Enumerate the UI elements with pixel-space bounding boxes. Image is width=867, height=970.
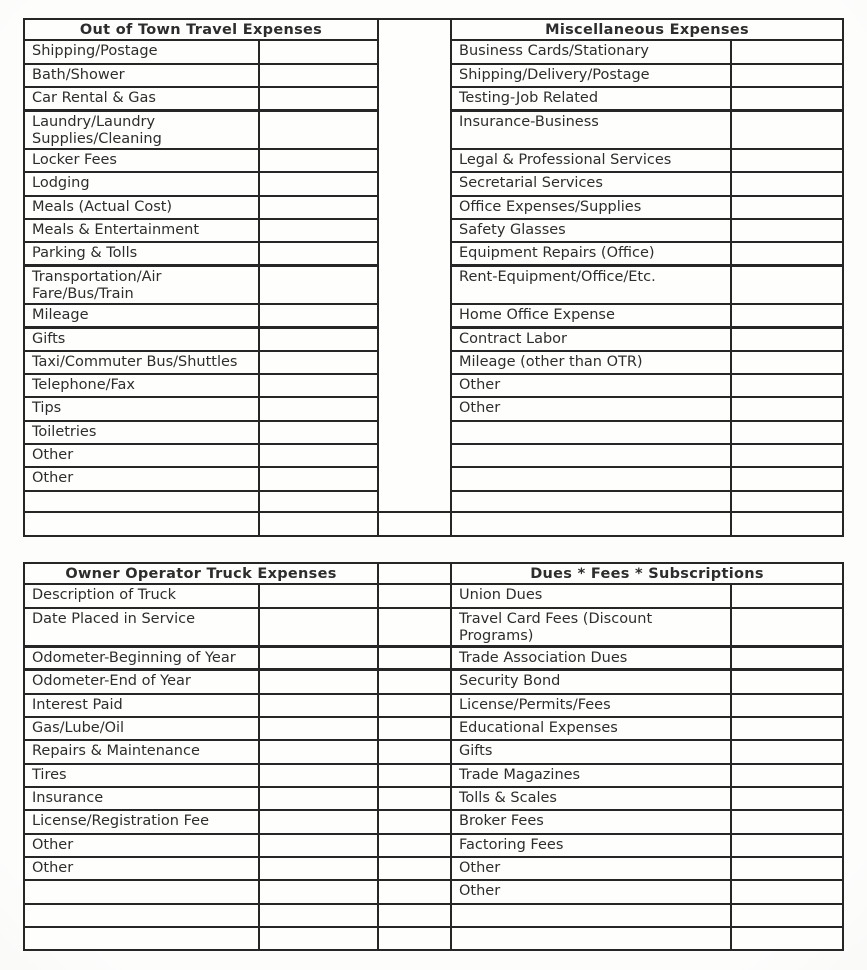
label-cell: Tips (24, 397, 259, 421)
label-cell: License/Permits/Fees (451, 694, 731, 717)
label-cell: Laundry/Laundry Supplies/Cleaning (24, 110, 259, 149)
amount-cell (259, 927, 378, 950)
label-cell: Shipping/Postage (24, 40, 259, 64)
label-cell: Insurance (24, 787, 259, 810)
header-row (24, 19, 843, 40)
label-cell: Other (451, 880, 731, 904)
amount-cell (731, 670, 843, 694)
table-header-owner-operator-truck-expenses: Owner Operator Truck Expenses (24, 563, 378, 584)
label-cell: Taxi/Commuter Bus/Shuttles (24, 351, 259, 374)
spacer-cell (378, 880, 451, 904)
amount-cell (259, 374, 378, 397)
label-cell: License/Registration Fee (24, 810, 259, 834)
spacer-cell (378, 19, 451, 512)
amount-cell (259, 764, 378, 787)
expense-row (24, 670, 843, 694)
label-cell: Car Rental & Gas (24, 87, 259, 110)
label-cell: Secretarial Services (451, 172, 731, 196)
amount-cell (259, 444, 378, 467)
label-cell: Tolls & Scales (451, 787, 731, 810)
amount-cell (731, 927, 843, 950)
amount-cell (731, 717, 843, 740)
label-cell: Factoring Fees (451, 834, 731, 857)
amount-cell (259, 740, 378, 764)
label-cell: Other (451, 374, 731, 397)
spacer-cell (378, 694, 451, 717)
amount-cell (259, 266, 378, 305)
amount-cell (731, 110, 843, 149)
amount-cell (259, 787, 378, 810)
amount-cell (259, 647, 378, 670)
amount-cell (259, 87, 378, 110)
table-header-miscellaneous-expenses: Miscellaneous Expenses (451, 19, 843, 40)
amount-cell (731, 880, 843, 904)
label-cell: Testing-Job Related (451, 87, 731, 110)
label-cell (24, 491, 259, 512)
spacer-cell (378, 787, 451, 810)
expense-row (24, 512, 843, 536)
label-cell: Safety Glasses (451, 219, 731, 242)
amount-cell (259, 608, 378, 647)
label-cell (24, 904, 259, 927)
label-cell: Gas/Lube/Oil (24, 717, 259, 740)
amount-cell (259, 110, 378, 149)
amount-cell (731, 374, 843, 397)
label-cell: Security Bond (451, 670, 731, 694)
amount-cell (731, 266, 843, 305)
expense-row (24, 880, 843, 904)
amount-cell (259, 670, 378, 694)
expense-row (24, 608, 843, 647)
amount-cell (731, 87, 843, 110)
label-cell: Other (24, 467, 259, 491)
label-cell: Other (24, 834, 259, 857)
table-travel-and-misc-expenses (23, 18, 844, 537)
amount-cell (259, 397, 378, 421)
label-cell: Trade Magazines (451, 764, 731, 787)
amount-cell (731, 40, 843, 64)
amount-cell (731, 327, 843, 351)
label-cell: Toiletries (24, 421, 259, 444)
amount-cell (731, 172, 843, 196)
spacer-cell (378, 810, 451, 834)
label-cell: Legal & Professional Services (451, 149, 731, 172)
label-cell (24, 512, 259, 536)
label-cell: Shipping/Delivery/Postage (451, 64, 731, 87)
amount-cell (731, 834, 843, 857)
amount-cell (259, 694, 378, 717)
spacer-cell (378, 608, 451, 647)
label-cell: Other (24, 857, 259, 880)
label-cell: Trade Association Dues (451, 647, 731, 670)
expense-row (24, 764, 843, 787)
amount-cell (259, 327, 378, 351)
label-cell: Tires (24, 764, 259, 787)
amount-cell (259, 584, 378, 608)
label-cell: Interest Paid (24, 694, 259, 717)
expense-row (24, 694, 843, 717)
amount-cell (731, 857, 843, 880)
label-cell: Insurance-Business (451, 110, 731, 149)
amount-cell (259, 219, 378, 242)
amount-cell (731, 397, 843, 421)
label-cell: Gifts (451, 740, 731, 764)
label-cell: Date Placed in Service (24, 608, 259, 647)
expense-row (24, 740, 843, 764)
spacer-cell (378, 563, 451, 584)
label-cell (451, 421, 731, 444)
label-cell: Business Cards/Stationary (451, 40, 731, 64)
spacer-cell (378, 764, 451, 787)
label-cell: Telephone/Fax (24, 374, 259, 397)
expense-row (24, 647, 843, 670)
amount-cell (259, 834, 378, 857)
amount-cell (731, 64, 843, 87)
label-cell (451, 904, 731, 927)
amount-cell (259, 857, 378, 880)
label-cell: Contract Labor (451, 327, 731, 351)
amount-cell (731, 196, 843, 219)
label-cell: Meals & Entertainment (24, 219, 259, 242)
amount-cell (731, 304, 843, 327)
table-header-dues-fees-subscriptions: Dues * Fees * Subscriptions (451, 563, 843, 584)
amount-cell (731, 351, 843, 374)
label-cell: Rent-Equipment/Office/Etc. (451, 266, 731, 305)
amount-cell (731, 467, 843, 491)
expense-row (24, 584, 843, 608)
spacer-cell (378, 647, 451, 670)
label-cell (24, 927, 259, 950)
amount-cell (259, 491, 378, 512)
spacer-cell (378, 834, 451, 857)
amount-cell (731, 787, 843, 810)
expense-row (24, 927, 843, 950)
amount-cell (731, 444, 843, 467)
label-cell (451, 444, 731, 467)
label-cell: Gifts (24, 327, 259, 351)
expense-row (24, 717, 843, 740)
expense-row (24, 787, 843, 810)
amount-cell (731, 647, 843, 670)
label-cell: Mileage (24, 304, 259, 327)
label-cell: Mileage (other than OTR) (451, 351, 731, 374)
amount-cell (259, 467, 378, 491)
amount-cell (259, 64, 378, 87)
label-cell (451, 927, 731, 950)
label-cell: Transportation/Air Fare/Bus/Train (24, 266, 259, 305)
amount-cell (259, 512, 378, 536)
expense-row (24, 810, 843, 834)
amount-cell (731, 149, 843, 172)
amount-cell (731, 219, 843, 242)
label-cell: Odometer-Beginning of Year (24, 647, 259, 670)
amount-cell (731, 584, 843, 608)
table-truck-and-dues-expenses (23, 562, 844, 951)
header-row (24, 563, 843, 584)
amount-cell (259, 242, 378, 266)
amount-cell (259, 810, 378, 834)
label-cell: Union Dues (451, 584, 731, 608)
amount-cell (731, 512, 843, 536)
label-cell: Equipment Repairs (Office) (451, 242, 731, 266)
amount-cell (259, 880, 378, 904)
label-cell: Educational Expenses (451, 717, 731, 740)
label-cell: Lodging (24, 172, 259, 196)
amount-cell (259, 149, 378, 172)
amount-cell (259, 40, 378, 64)
label-cell (24, 880, 259, 904)
amount-cell (731, 491, 843, 512)
amount-cell (259, 717, 378, 740)
amount-cell (259, 421, 378, 444)
amount-cell (259, 351, 378, 374)
expense-row (24, 857, 843, 880)
label-cell (451, 467, 731, 491)
amount-cell (731, 904, 843, 927)
label-cell: Locker Fees (24, 149, 259, 172)
label-cell: Travel Card Fees (Discount Programs) (451, 608, 731, 647)
label-cell: Odometer-End of Year (24, 670, 259, 694)
amount-cell (259, 904, 378, 927)
label-cell (451, 491, 731, 512)
amount-cell (731, 694, 843, 717)
amount-cell (731, 740, 843, 764)
spacer-cell (378, 904, 451, 927)
label-cell: Bath/Shower (24, 64, 259, 87)
label-cell: Parking & Tolls (24, 242, 259, 266)
label-cell: Description of Truck (24, 584, 259, 608)
label-cell: Other (24, 444, 259, 467)
label-cell (451, 512, 731, 536)
spacer-cell (378, 670, 451, 694)
spacer-cell (378, 927, 451, 950)
label-cell: Meals (Actual Cost) (24, 196, 259, 219)
amount-cell (259, 172, 378, 196)
amount-cell (259, 304, 378, 327)
amount-cell (731, 421, 843, 444)
spacer-cell (378, 512, 451, 536)
spacer-cell (378, 717, 451, 740)
label-cell: Other (451, 857, 731, 880)
label-cell: Broker Fees (451, 810, 731, 834)
spacer-cell (378, 584, 451, 608)
label-cell: Office Expenses/Supplies (451, 196, 731, 219)
amount-cell (731, 764, 843, 787)
label-cell: Home Office Expense (451, 304, 731, 327)
label-cell: Repairs & Maintenance (24, 740, 259, 764)
amount-cell (731, 242, 843, 266)
label-cell: Other (451, 397, 731, 421)
spacer-cell (378, 857, 451, 880)
table-header-out-of-town-travel-expenses: Out of Town Travel Expenses (24, 19, 378, 40)
amount-cell (259, 196, 378, 219)
spacer-cell (378, 740, 451, 764)
amount-cell (731, 810, 843, 834)
expense-row (24, 904, 843, 927)
expense-row (24, 834, 843, 857)
amount-cell (731, 608, 843, 647)
